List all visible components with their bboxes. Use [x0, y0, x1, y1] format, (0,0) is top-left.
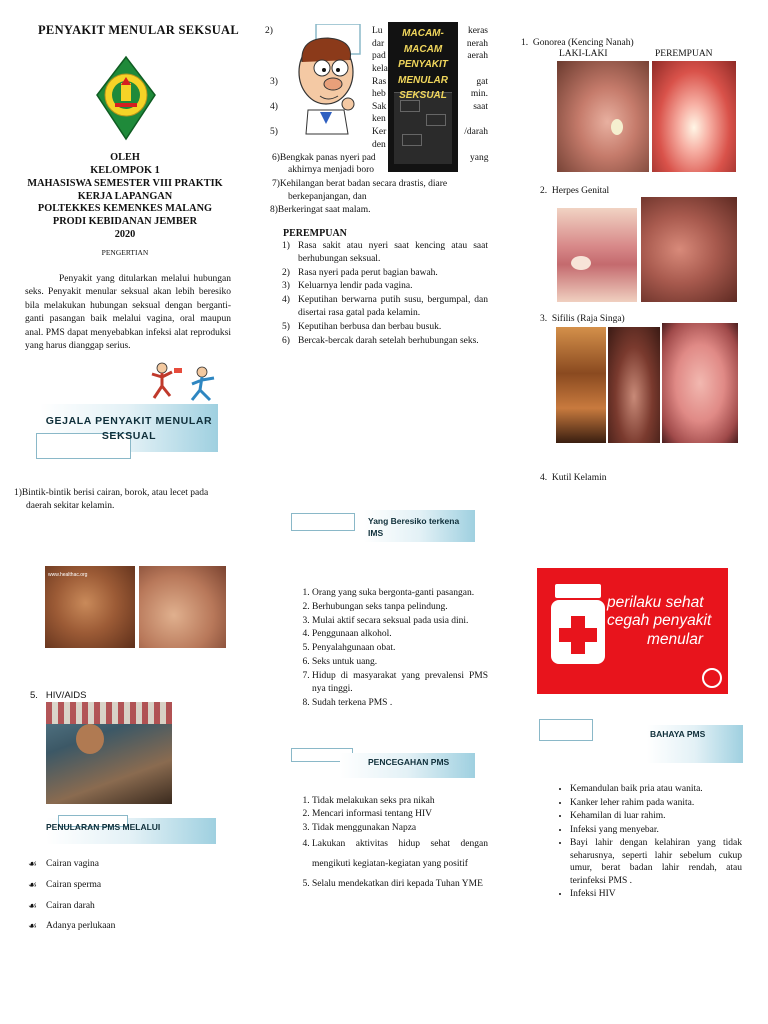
herpes-lip-photo: [557, 208, 637, 302]
list-item: • Kemandulan baik pria atau wanita.: [570, 783, 742, 796]
list-item: 5. Selalu mendekatkan diri kepada Tuhan YME: [312, 875, 488, 894]
item-number-2: 2): [265, 26, 273, 36]
bahaya-list: [553, 783, 742, 902]
photo-watermark: www.healthac.org: [48, 572, 88, 578]
fragment-2b: keras: [467, 26, 488, 36]
item-number-4: 4): [270, 102, 278, 112]
author-line-2: KERJA LAPANGAN: [77, 190, 173, 202]
sifilis-photo-1: [556, 327, 606, 443]
penularan-list: [28, 858, 208, 941]
perempuan-list: [282, 240, 488, 349]
bahaya-banner-frame: [539, 719, 593, 741]
poster-logo-icon: [702, 668, 722, 688]
fragment-5b: /darah: [464, 127, 488, 137]
list-item: 2. Berhubungan seks tanpa pelindung.: [312, 601, 488, 614]
list-item: ☙ Cairan darah: [44, 900, 208, 913]
list-item: • Kehamilan di luar rahim.: [570, 810, 742, 823]
list-item: 5. Penyalahgunaan obat.: [312, 642, 488, 655]
fragment-3c: heb: [372, 89, 386, 100]
list-item: 3. Tidak menggunakan Napza: [312, 822, 488, 834]
kutil-heading: 4. Kutil Kelamin: [540, 473, 607, 483]
fragment-2f: aerah: [467, 51, 488, 62]
medicine-jar-icon: [549, 582, 607, 666]
fragment-2a: Lu: [372, 26, 383, 36]
kelompok-label: KELOMPOK 1: [90, 164, 160, 176]
pengertian-paragraph: Penyakit yang ditularkan melalui hubungan seks. Penyakit menular seksual akan lebih beresiko bila melakukan hubungan seksual dengan berganti-ganti pasangan baik melalui vagina, oral maupun anal. PMS dapat menyebabkan infeksi alat reproduksi yang harus dianggap serius.: [25, 274, 231, 352]
list-item: 8. Sudah terkena PMS .: [312, 697, 488, 710]
list-item: 1. Orang yang suka bergonta-ganti pasangan.: [312, 587, 488, 600]
pencegahan-banner-text: PENCEGAHAN PMS: [368, 757, 450, 767]
perempuan-heading: PEREMPUAN: [283, 228, 347, 239]
item-number-3: 3): [270, 77, 278, 87]
pencegahan-list: [296, 795, 488, 895]
gonorea-heading: 1. Gonorea (Kencing Nanah): [521, 38, 634, 48]
sifilis-photo-2: [608, 327, 660, 443]
polytechnic-logo: [95, 55, 157, 141]
fragment-2c: dar: [372, 38, 385, 49]
fragment-3a: Ras: [372, 76, 387, 87]
gonorea-female-photo: [652, 61, 736, 172]
running-figures-clipart: [148, 360, 224, 404]
author-line-1: MAHASISWA SEMESTER VIII PRAKTIK: [27, 177, 223, 189]
list-item: 4. Penggunaan alkohol.: [312, 628, 488, 641]
fragment-2d: nerah: [466, 38, 488, 49]
poster-text: perilaku sehat cegah penyakit menular: [607, 594, 712, 648]
oleh-label: OLEH: [110, 152, 140, 163]
author-line-4: PRODI KEBIDANAN JEMBER: [52, 216, 198, 228]
list-item: 7. Hidup di masyarakat yang prevalensi PMS nya tinggi.: [312, 670, 488, 696]
list-item: 3) Keluarnya lendir pada vagina.: [282, 281, 413, 292]
gejala-banner-text: GEJALA PENYAKIT MENULAR SEKSUAL: [45, 415, 213, 443]
hiv-label: 5. HIV/AIDS: [30, 690, 87, 701]
list-item: 1) Rasa sakit atau nyeri saat kencing atau saat berhubungan seksual.: [282, 241, 488, 264]
list-item: ☙ Cairan vagina: [44, 858, 208, 871]
list-item: • Bayi lahir dengan kelahiran yang tidak seharusnya, seperti lahir sebelum cukup umur, berat badan lahir rendah, atau terinfeksi PMS .: [570, 837, 742, 887]
herpes-heading: 2. Herpes Genital: [540, 186, 610, 196]
author-line-3: POLTEKKES KEMENKES MALANG: [37, 203, 213, 215]
fragment-4a: Sak: [372, 101, 387, 112]
symptom-photo-2: [139, 566, 226, 648]
sifilis-tongue-photo: [662, 323, 738, 443]
macam-banner-text: MACAM-MACAM PENYAKIT MENULAR SEKSUAL: [398, 28, 448, 101]
health-poster: [537, 568, 728, 694]
gejala-item-1: 1)Bintik-bintik berisi cairan, borok, atau lecet pada daerah sekitar kelamin.: [14, 488, 209, 511]
herpes-genital-photo: [641, 197, 737, 302]
list-item: • Infeksi yang menyebar.: [570, 824, 742, 837]
list-item: 4. Lakukan aktivitas hidup sehat dengan mengikuti kegiatan-kegiatan yang positif: [312, 835, 488, 874]
list-item: 4) Keputihan berwarna putih susu, bergumpal, dan disertai rasa gatal pada kelamin.: [282, 295, 488, 319]
laki-label: LAKI-LAKI: [559, 49, 608, 59]
beresiko-banner-frame: [291, 513, 355, 531]
fragment-2g: kela: [372, 63, 388, 74]
gejala-item-6b: akhirnya menjadi boro: [288, 165, 375, 175]
list-item: • Infeksi HIV: [570, 888, 742, 901]
penularan-banner-text: PENULARAN PMS MELALUI: [46, 822, 161, 832]
sifilis-heading: 3. Sifilis (Raja Singa): [540, 314, 625, 324]
list-item: 5) Keputihan berbusa dan berbau busuk.: [282, 321, 442, 332]
beresiko-banner-text: Yang Beresiko terkena IMS: [368, 516, 460, 539]
gejala-item-7: 7)Kehilangan berat badan secara drastis, diare berkepanjangan, dan: [272, 179, 448, 202]
fragment-5a: Ker: [372, 127, 387, 137]
list-item: 2. Mencari informasi tentang HIV: [312, 808, 488, 820]
bahaya-banner-text: BAHAYA PMS: [650, 729, 706, 739]
fragment-5c: den: [372, 139, 386, 150]
fragment-3d: min.: [470, 89, 488, 100]
list-item: • Kanker leher rahim pada wanita.: [570, 797, 742, 810]
list-item: 2) Rasa nyeri pada perut bagian bawah.: [282, 267, 438, 278]
list-item: ☙ Cairan sperma: [44, 879, 208, 892]
gejala-item-6: 6)Bengkak panas nyeri pad: [272, 153, 376, 163]
fragment-4b: saat: [473, 101, 488, 112]
list-item: 1. Tidak melakukan seks pra nikah: [312, 795, 488, 807]
fragment-3b: gat: [476, 76, 488, 87]
page-title: PENYAKIT MENULAR SEKSUAL: [38, 23, 239, 37]
thinking-man-clipart: [288, 24, 368, 136]
hiv-patient-photo: [46, 702, 172, 804]
gonorea-male-photo: [557, 61, 649, 172]
fragment-2e: pad: [372, 51, 386, 62]
perempuan-label: PEREMPUAN: [655, 49, 713, 59]
list-item: 6) Bercak-bercak darah setelah berhubungan seks.: [282, 335, 479, 346]
year-label: 2020: [114, 229, 136, 241]
gejala-item-8: 8)Berkeringat saat malam.: [270, 205, 371, 215]
beresiko-list: [296, 587, 488, 710]
list-item: ☙ Adanya perlukaan: [44, 920, 208, 933]
fragment-4c: ken: [372, 114, 386, 125]
symptom-photo-1: [45, 566, 135, 648]
pengertian-heading: PENGERTIAN: [101, 248, 149, 257]
list-item: 6. Seks untuk uang.: [312, 656, 488, 669]
gejala-item-6-tail: yang: [470, 153, 489, 163]
list-item: 3. Mulai aktif secara seksual pada usia dini.: [312, 615, 488, 628]
item-number-5: 5): [270, 127, 278, 137]
